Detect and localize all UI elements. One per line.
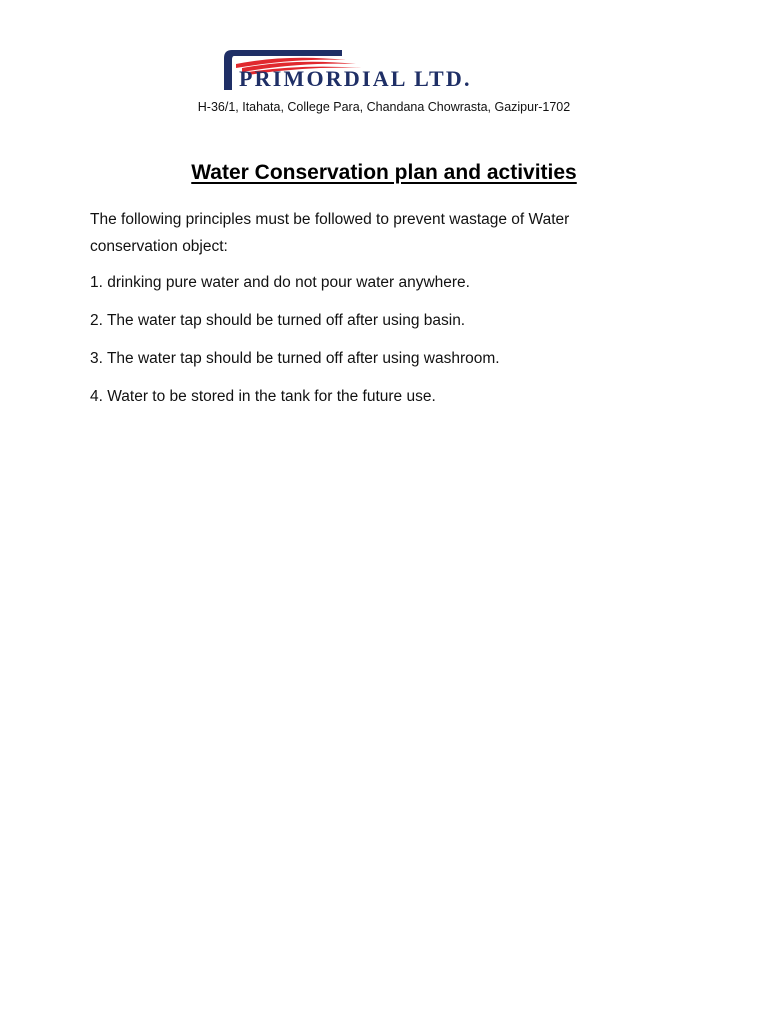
company-address: H-36/1, Itahata, College Para, Chandana Chowrasta, Gazipur-1702 — [197, 100, 571, 114]
document-title: Water Conservation plan and activities — [191, 161, 577, 184]
intro-paragraph: The following principles must be followed to prevent wastage of Water conservation object: — [90, 211, 570, 255]
list-item: 2. The water tap should be turned off after using basin. — [90, 312, 466, 329]
company-logo — [206, 46, 562, 92]
logo-text: PRIMORDIAL LTD. — [239, 66, 472, 91]
list-item: 4. Water to be stored in the tank for the future use. — [90, 388, 436, 405]
list-item: 1. drinking pure water and do not pour water anywhere. — [90, 274, 470, 291]
list-item: 3. The water tap should be turned off after using washroom. — [90, 350, 500, 367]
